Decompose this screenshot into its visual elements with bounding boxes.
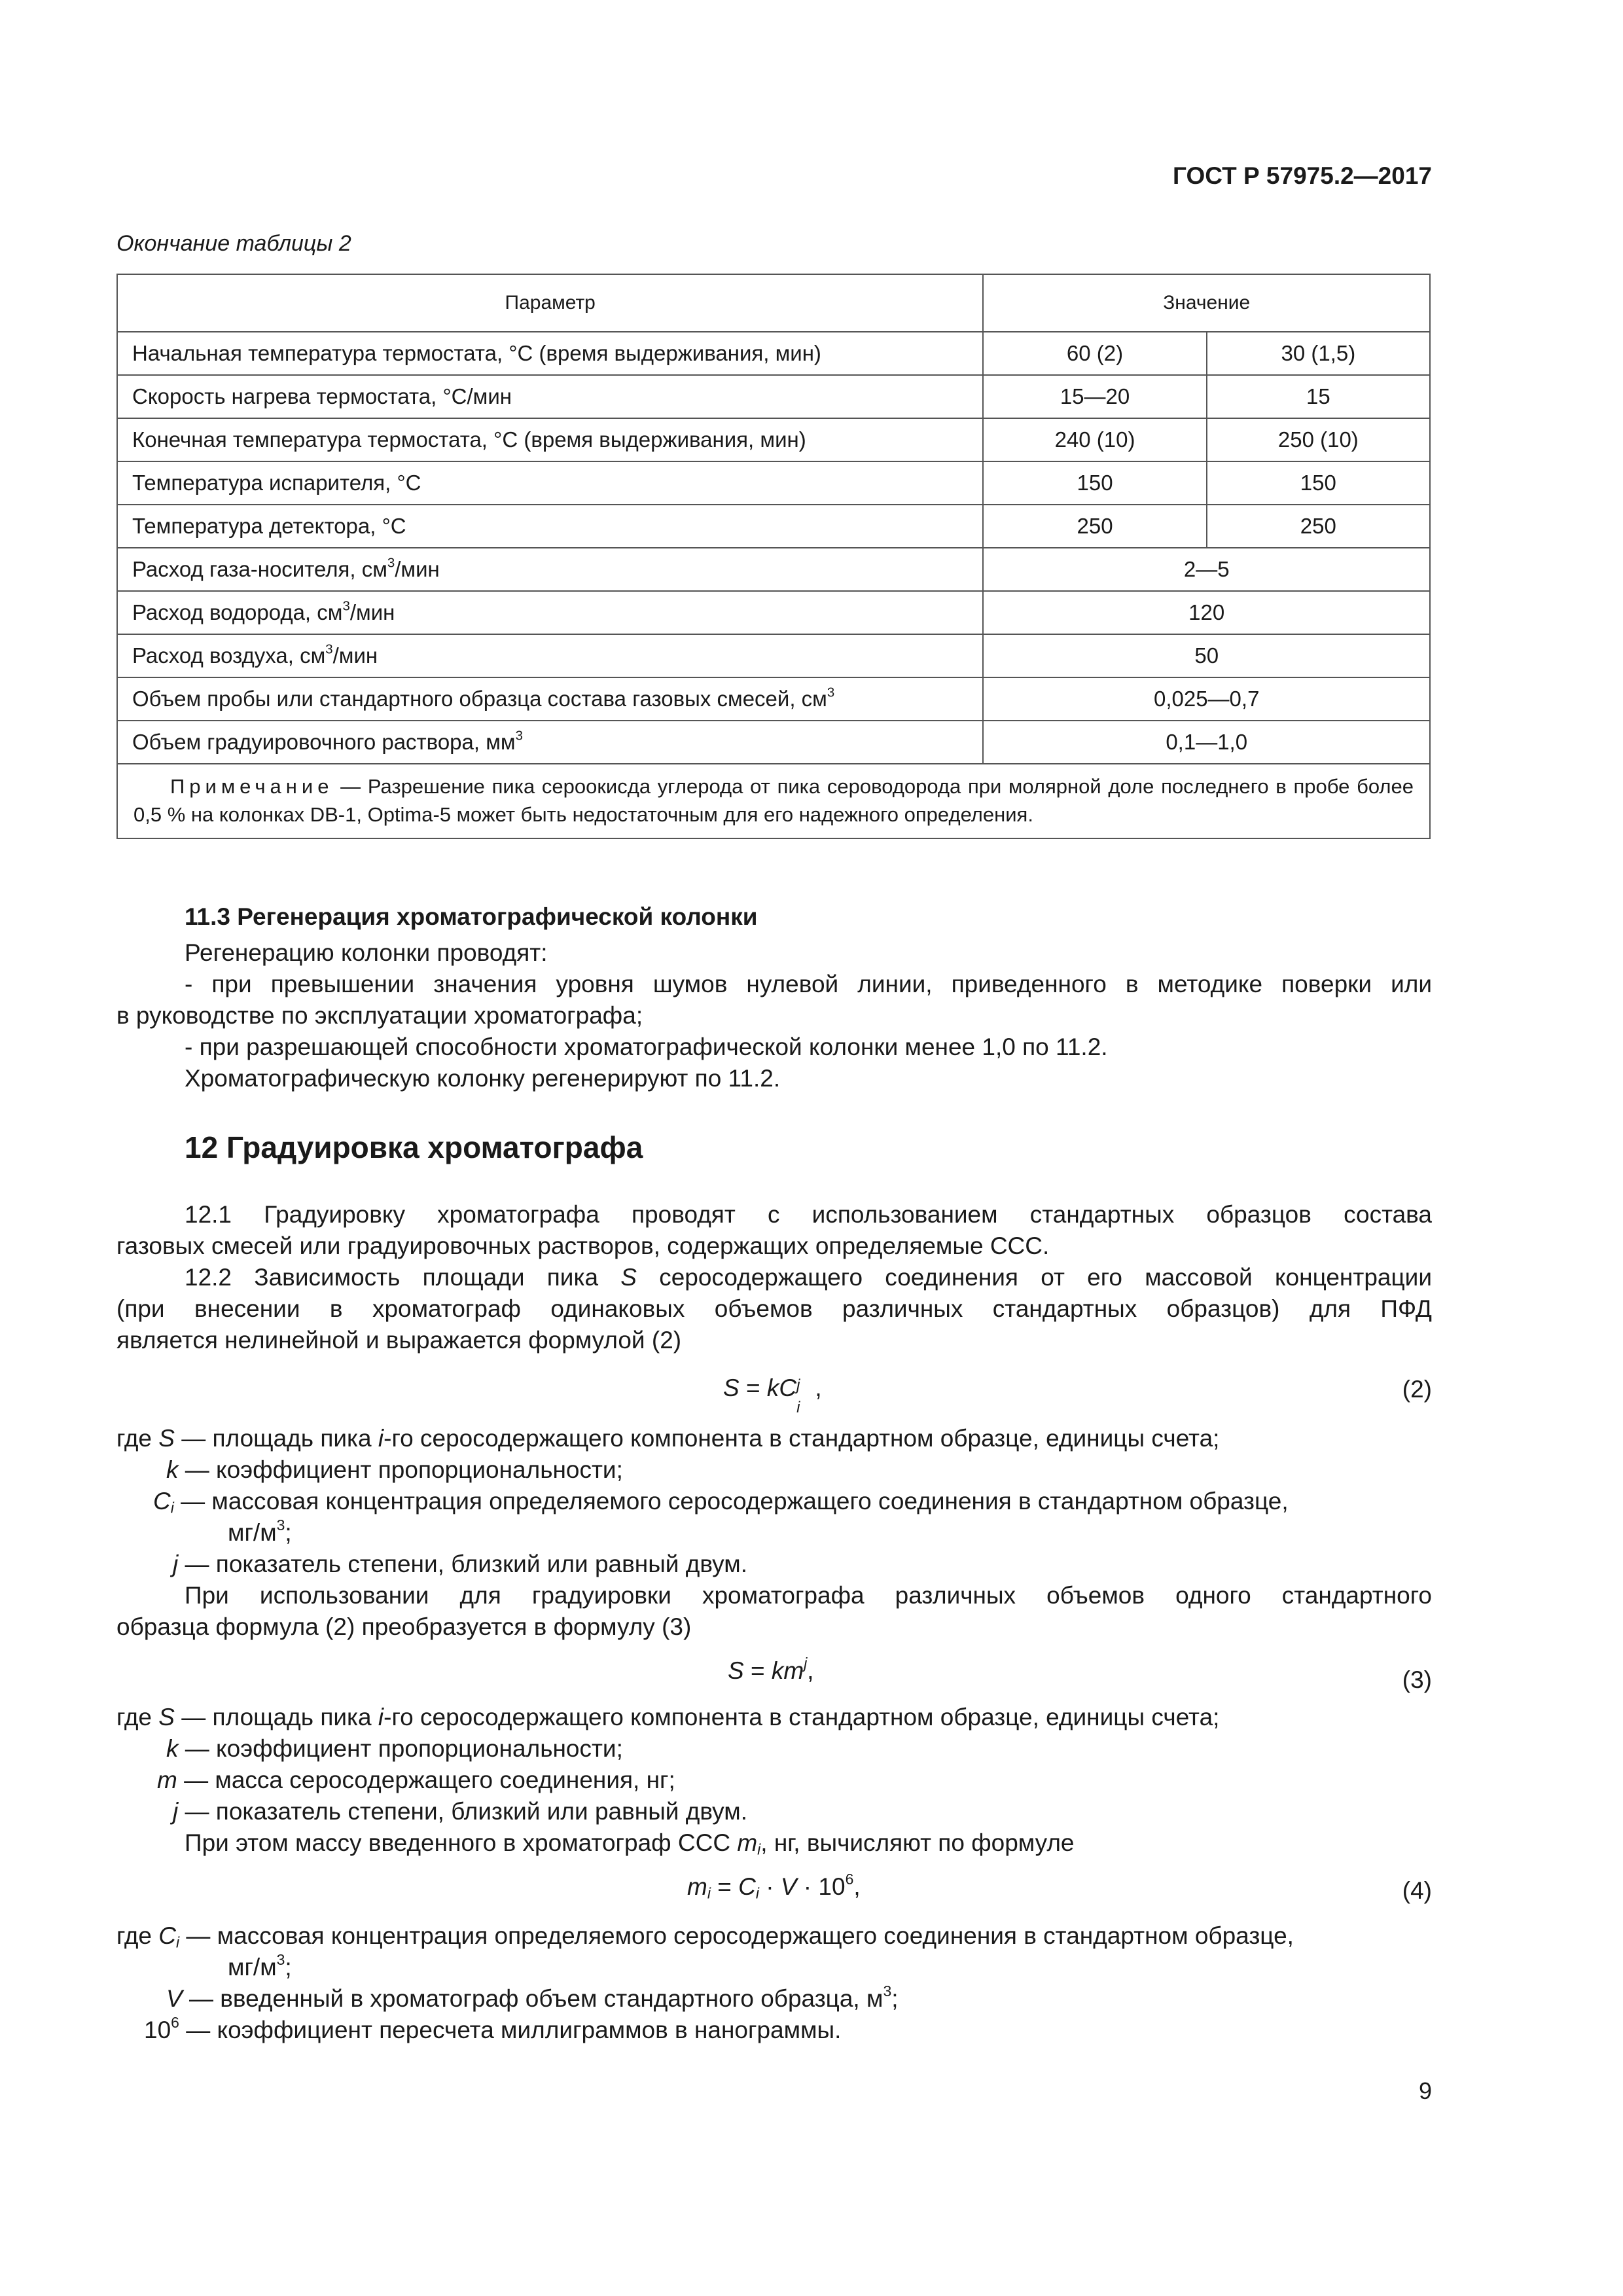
table-cell-param: Расход газа-носителя, $см^3$/мин — [117, 548, 983, 591]
table-cell-value: 250 — [983, 505, 1206, 548]
paragraph-line: При использовании для градуировки хроматографа различных объемов одного стандартного — [185, 1582, 1432, 1609]
formula-4-number: (4) — [1402, 1877, 1432, 1904]
table-cell-param: Температура испарителя, °С — [117, 461, 983, 505]
where-item: где S — площадь пика i-го серосодержащего компонента в стандартном образце, единицы счета; — [116, 1425, 1220, 1452]
paragraph-line: Хроматографическую колонку регенерируют по 11.2. — [185, 1065, 781, 1092]
paragraph-line: является нелинейной и выражается формулой (2) — [116, 1327, 682, 1354]
paragraph-line: (при внесении в хроматограф одинаковых объемов различных стандартных образцов) для ПФД — [116, 1295, 1432, 1322]
paragraph-line: Регенерацию колонки проводят: — [185, 939, 548, 966]
where-item: V — введенный в хроматограф объем стандартного образца, $м^3$; — [166, 1982, 899, 2012]
where-item-cont: $мг/м^3$; — [228, 1516, 292, 1546]
table-cell-param: Расход воздуха, $см^3$/мин — [117, 634, 983, 677]
table-row — [117, 721, 1430, 764]
table-cell-value: 50 — [983, 634, 1430, 677]
table-cell-value: 250 (10) — [1207, 418, 1430, 461]
where-item: m — масса серосодержащего соединения, нг; — [157, 1767, 675, 1793]
table-row — [117, 418, 1430, 461]
where-item: k — коэффициент пропорциональности; — [166, 1456, 623, 1483]
table-cell-value: 0,025—0,7 — [983, 677, 1430, 721]
table-cell-param: Температура детектора, °С — [117, 505, 983, 548]
where-item: j — показатель степени, близкий или равный двум. — [173, 1798, 747, 1825]
paragraph-line: При этом массу введенного в хроматограф ССС $m_i$, нг, вычисляют по формуле — [185, 1829, 1075, 1858]
where-item: j — показатель степени, близкий или равный двум. — [173, 1551, 747, 1577]
paragraph-line: - при превышении значения уровня шумов нулевой линии, приведенного в методике поверки или — [185, 971, 1432, 997]
table-cell-param: Объем градуировочного раствора, $мм^3$ — [117, 721, 983, 764]
column-header-parameter: Параметр — [117, 274, 983, 332]
table-cell-param: Расход водорода, $см^3$/мин — [117, 591, 983, 634]
paragraph-line: в руководстве по эксплуатации хроматографа; — [116, 1002, 643, 1029]
table-row — [117, 548, 1430, 591]
table-caption: Окончание таблицы 2 — [116, 231, 351, 256]
where-item: где $C_i$ — массовая концентрация определяемого серосодержащего соединения в стандартном образце, — [116, 1922, 1294, 1951]
table-row — [117, 375, 1430, 418]
table-cell-value: 0,1—1,0 — [983, 721, 1430, 764]
table-cell-value: 150 — [983, 461, 1206, 505]
column-header-value: Значение — [983, 274, 1430, 332]
table-cell-param: Объем пробы или стандартного образца состава газовых смесей, $см^3$ — [117, 677, 983, 721]
standard-code: ГОСТ Р 57975.2—2017 — [1173, 162, 1432, 189]
table-cell-value: 150 — [1207, 461, 1430, 505]
table-cell-value: 15—20 — [983, 375, 1206, 418]
note-label: Примечание — [170, 775, 334, 798]
table-cell-value: 60 (2) — [983, 332, 1206, 375]
formula-3: $S = km^j$, — [728, 1654, 814, 1684]
table-cell-value: 250 — [1207, 505, 1430, 548]
table-cell-param: Начальная температура термостата, °С (время выдерживания, мин) — [117, 332, 983, 375]
where-item-cont: $мг/м^3$; — [228, 1950, 292, 1981]
table-row — [117, 634, 1430, 677]
table-cell-value: 2—5 — [983, 548, 1430, 591]
table-note-row — [117, 764, 1430, 838]
table-row — [117, 461, 1430, 505]
formula-2-number: (2) — [1402, 1376, 1432, 1403]
section-11-3-heading: 11.3 Регенерация хроматографической колонки — [185, 903, 758, 930]
paragraph-line: 12.2 Зависимость площади пика S серосодержащего соединения от его массовой концентрации — [185, 1264, 1432, 1291]
parameters-table — [116, 274, 1431, 839]
table-cell-param: Конечная температура термостата, °С (время выдерживания, мин) — [117, 418, 983, 461]
paragraph-line: образца формула (2) преобразуется в формулу (3) — [116, 1613, 692, 1640]
table-row — [117, 591, 1430, 634]
paragraph-line: 12.1 Градуировку хроматографа проводят с использованием стандартных образцов состава — [185, 1201, 1432, 1228]
table-cell-value: 30 (1,5) — [1207, 332, 1430, 375]
table-row — [117, 677, 1430, 721]
table-row — [117, 505, 1430, 548]
paragraph-line: - при разрешающей способности хроматографической колонки менее 1,0 по 11.2. — [185, 1033, 1108, 1060]
table-cell-value: 240 (10) — [983, 418, 1206, 461]
table-cell-param: Скорость нагрева термостата, °С/мин — [117, 375, 983, 418]
table-note — [117, 764, 1430, 838]
paragraph-line: газовых смесей или градуировочных растворов, содержащих определяемые ССС. — [116, 1232, 1050, 1259]
where-item: k — коэффициент пропорциональности; — [166, 1735, 623, 1762]
section-12-heading: 12 Градуировка хроматографа — [185, 1130, 643, 1164]
table-header-row — [117, 274, 1430, 332]
note-text: — Разрешение пика сероокисда углерода от пика сероводорода при молярной доле последнего в пробе более 0,5 % на колонках DB-1, Optima-5 может быть недостаточным для его надежного определения. — [134, 775, 1414, 826]
page-number: 9 — [1418, 2077, 1432, 2104]
where-item: $10^6$ — коэффициент пересчета миллиграммов в нанограммы. — [144, 2013, 842, 2043]
formula-3-number: (3) — [1402, 1666, 1432, 1693]
formula-2: S = kC j i , — [723, 1374, 822, 1416]
where-item: $C_i$ — массовая концентрация определяемого серосодержащего соединения в стандартном образце, — [153, 1488, 1289, 1516]
table-row — [117, 332, 1430, 375]
table-cell-value: 120 — [983, 591, 1430, 634]
table-cell-value: 15 — [1207, 375, 1430, 418]
where-item: где S — площадь пика i-го серосодержащего компонента в стандартном образце, единицы счета; — [116, 1704, 1220, 1731]
formula-4: $m_i = C_i \cdot V \cdot 10^6$, — [687, 1870, 861, 1902]
